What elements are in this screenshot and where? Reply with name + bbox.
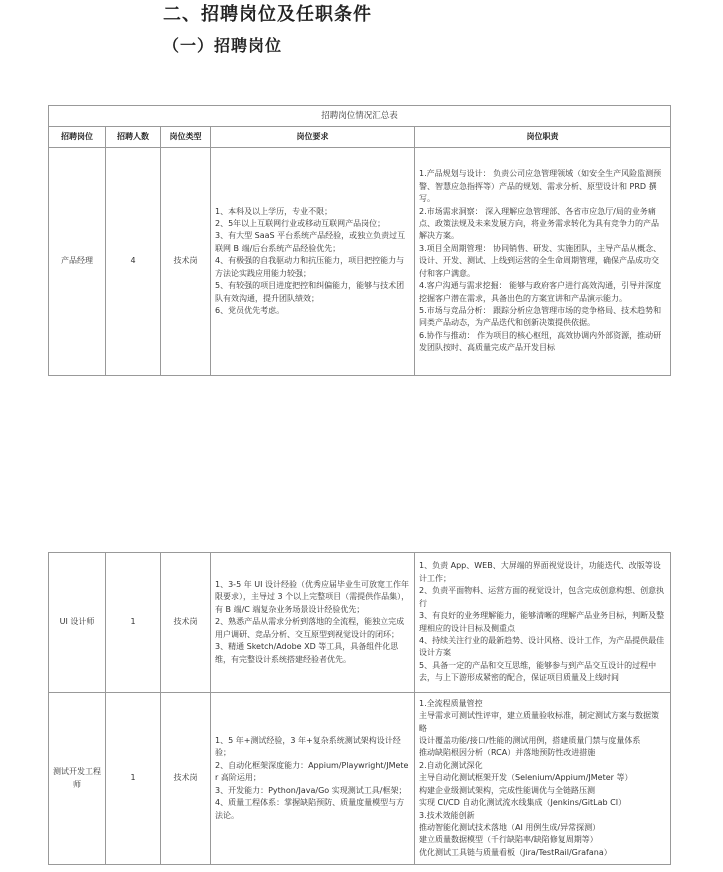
duty-item: 主导自动化测试框架开发（Selenium/Appium/JMeter 等） xyxy=(419,773,633,783)
duty-item: 构建企业级测试架构，完成性能调优与全链路压测 xyxy=(419,785,595,795)
requirement-item: 2、自动化框架深度能力：Appium/Playwright/JMeter 高阶运用； xyxy=(215,760,409,783)
cell-count: 1 xyxy=(106,693,161,865)
duty-item: 3、有良好的业务理解能力，能够清晰的理解产品业务目标，判断及整理相应的设计目标及侧重点 xyxy=(419,611,665,633)
requirement-item: 1、5 年+测试经验，3 年+复杂系统测试架构设计经验； xyxy=(215,736,401,758)
cell-requirements xyxy=(211,553,415,693)
table-row xyxy=(49,148,671,376)
requirement-item: 1、3-5 年 UI 设计经验（优秀应届毕业生可放宽工作年限要求），主导过 3 个以上完整项目（需提供作品集），有 B 端/C 端复杂业务场景设计经验优先； xyxy=(215,580,410,614)
table-caption: 招聘岗位情况汇总表 xyxy=(49,106,671,127)
cell-type: 技术岗 xyxy=(161,693,211,865)
requirement-item: 3、有大型 SaaS 平台系统产品经验，或独立负责过互联网 B 端/后台系统产品经验优先； xyxy=(215,231,406,253)
cell-requirements xyxy=(211,148,415,376)
positions-summary-table-continued xyxy=(48,552,671,865)
duty-item: 2.市场需求洞察： 深入理解应急管理部、各省市应急厅/局的业务痛点、政策法规及未来发展方向，将业务需求转化为具有竞争力的产品解决方案。 xyxy=(419,206,659,241)
cell-count: 4 xyxy=(106,148,161,376)
requirement-item: 1、本科及以上学历，专业不限； xyxy=(215,206,333,216)
duty-item: 实现 CI/CD 自动化测试流水线集成（Jenkins/GitLab CI） xyxy=(419,798,627,808)
duty-item: 1.全流程质量管控 xyxy=(419,698,483,708)
duty-item: 推动智能化测试技术落地（AI 用例生成/异常探测） xyxy=(419,822,601,832)
duty-item: 1.产品规划与设计： 负责公司应急管理领域（如安全生产风险监测预警、智慧应急指挥等）产品的规划、需求分析、原型设计和 PRD 撰写。 xyxy=(419,169,662,204)
duty-item: 5、具备一定的产品和交互思维，能够参与到产品交互设计的过程中去，与上下游形成紧密的配合，保证项目质量及上线时间 xyxy=(419,660,657,683)
duty-item: 主导需求可测试性评审，建立质量验收标准，制定测试方案与数据策略 xyxy=(419,711,659,733)
requirement-item: 2、5年以上互联网行业或移动互联网产品岗位； xyxy=(215,219,386,229)
table-row xyxy=(49,553,671,693)
cell-position: 产品经理 xyxy=(49,148,106,376)
cell-duties xyxy=(415,553,671,693)
section-heading: 二、招聘岗位及任职条件 xyxy=(163,4,372,25)
header-position: 招聘岗位 xyxy=(49,127,106,148)
duty-item: 2.自动化测试深化 xyxy=(419,760,483,770)
header-count: 招聘人数 xyxy=(106,127,161,148)
cell-requirements xyxy=(211,693,415,865)
cell-position: 测试开发工程师 xyxy=(49,693,106,865)
duty-item: 4、持续关注行业的最新趋势、设计风格、设计工作，为产品提供最佳设计方案 xyxy=(419,635,665,658)
duty-item: 2、负责平面物料、运营方面的视觉设计，包含完成创意构想、创意执行 xyxy=(419,586,665,608)
header-requirements: 岗位要求 xyxy=(211,127,415,148)
duty-item: 5.市场与竞品分析： 跟踪分析应急管理市场的竞争格局、技术趋势和同类产品动态，为产品迭代和创新决策提供依据。 xyxy=(419,305,662,328)
cell-type: 技术岗 xyxy=(161,148,211,376)
duty-item: 推动缺陷根因分析（RCA）并落地预防性改进措施 xyxy=(419,748,596,758)
requirement-item: 5、有较强的项目进度把控和纠偏能力，能够与技术团队有效沟通，提升团队绩效； xyxy=(215,281,405,303)
requirement-item: 3、开发能力：Python/Java/Go 实现测试工具/框架； xyxy=(215,785,407,795)
subsection-heading: （一）招聘岗位 xyxy=(163,36,283,55)
requirement-item: 3、精通 Sketch/Adobe XD 等工具，具备组件化思维，有完整设计系统搭建经验者优先。 xyxy=(215,642,399,664)
cell-position: UI 设计师 xyxy=(49,553,106,693)
table-header-row xyxy=(49,127,671,148)
duty-item: 设计覆盖功能/接口/性能的测试用例，搭建质量门禁与度量体系 xyxy=(419,736,641,746)
cell-type: 技术岗 xyxy=(161,553,211,693)
duty-item: 3.项目全周期管理： 协同销售、研发、实施团队，主导产品从概念、设计、开发、测试、上线到运营的全生命周期管理，确保产品成功交付和客户满意。 xyxy=(419,243,662,278)
requirement-item: 4、有极强的自我驱动力和抗压能力，项目把控能力与方法论实践应用能力较强； xyxy=(215,256,405,278)
positions-summary-table xyxy=(48,105,671,376)
duty-item: 优化测试工具链与质量看板（Jira/TestRail/Grafana） xyxy=(419,847,612,857)
duty-item: 1、负责 App、WEB、大屏端的界面视觉设计，功能迭代、改版等设计工作； xyxy=(419,561,661,583)
table-row xyxy=(49,693,671,865)
cell-duties xyxy=(415,693,671,865)
header-type: 岗位类型 xyxy=(161,127,211,148)
duty-item: 3.技术效能创新 xyxy=(419,810,475,820)
requirement-item: 4、质量工程体系：掌握缺陷预防、质量度量模型与方法论。 xyxy=(215,798,405,820)
header-duties: 岗位职责 xyxy=(415,127,671,148)
duty-item: 6.协作与推动： 作为项目的核心枢纽，高效协调内外部资源，推动研发团队按时、高质量完成产品开发目标 xyxy=(419,330,662,353)
requirement-item: 6、党员优先考虑。 xyxy=(215,305,285,315)
cell-count: 1 xyxy=(106,553,161,693)
duty-item: 4.客户沟通与需求挖掘： 能够与政府客户进行高效沟通，引导并深度挖掘客户潜在需求，具备出色的方案宣讲和产品演示能力。 xyxy=(419,281,662,303)
cell-duties xyxy=(415,148,671,376)
requirement-item: 2、熟悉产品从需求分析到落地的全流程，能独立完成用户调研、竞品分析、交互原型到视觉设计的闭环； xyxy=(215,617,405,639)
duty-item: 建立质量数据模型（千行缺陷率/缺陷修复周期等） xyxy=(419,835,598,845)
